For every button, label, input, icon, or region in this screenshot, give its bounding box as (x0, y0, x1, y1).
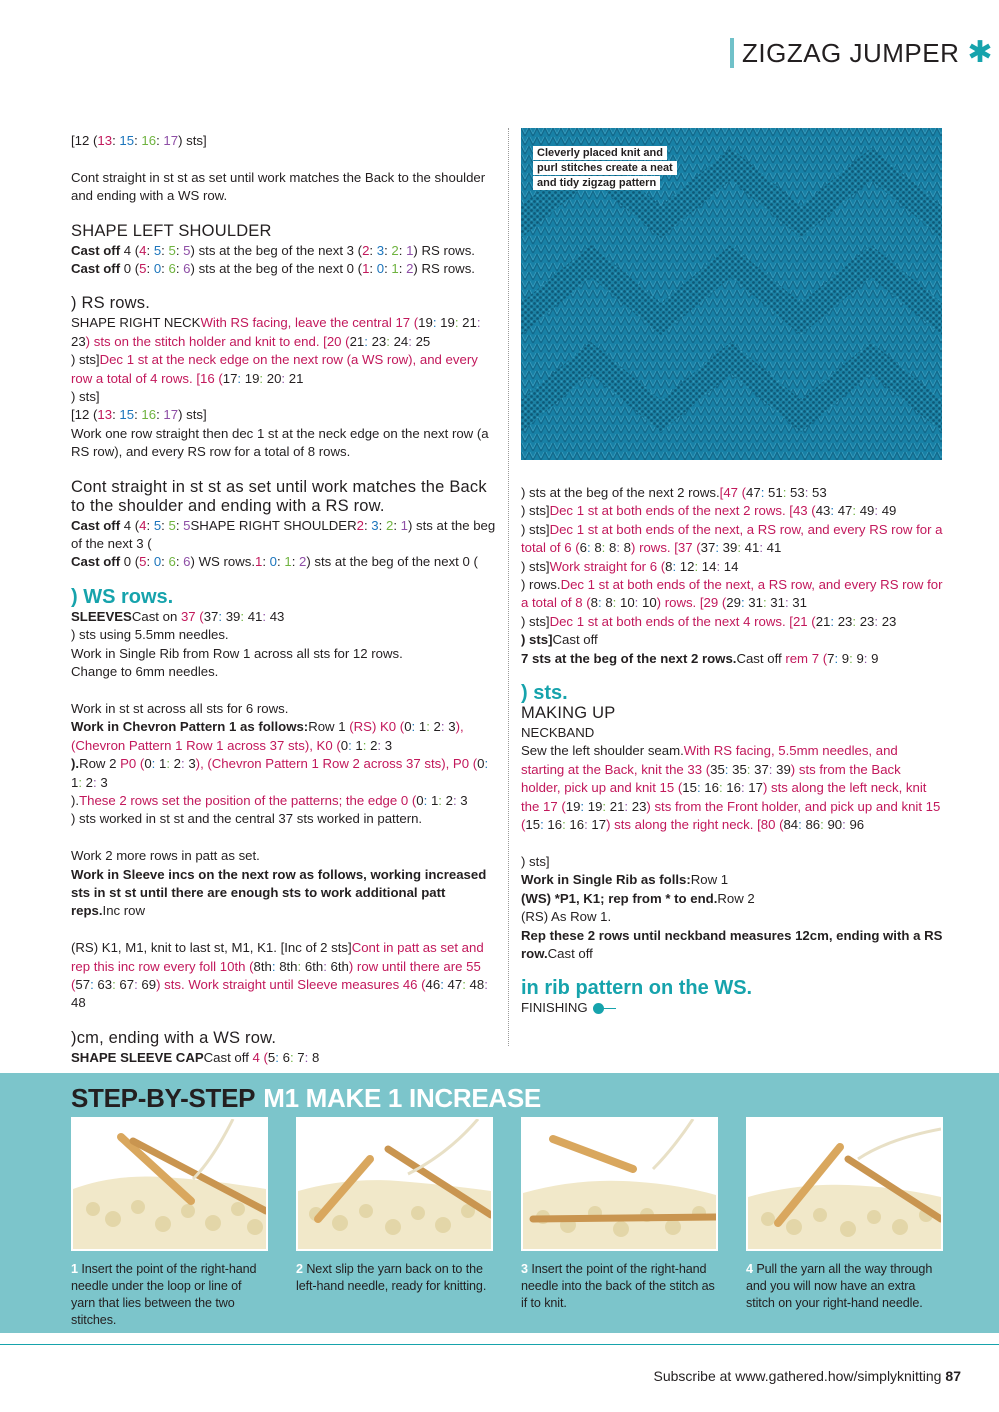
step-photo (71, 1117, 268, 1251)
footer (654, 1368, 962, 1384)
paragraph: ) sts worked in st st and the central 37 sts worked in pattern. (71, 811, 423, 827)
step-1 (71, 1117, 268, 1329)
heading-making-up: ) sts. (521, 682, 568, 705)
step-text: 2 Next slip the yarn back on to the left-hand needle, ready for knitting. (296, 1262, 487, 1293)
page-number: 87 (945, 1368, 961, 1384)
paragraph: ) sts] (71, 389, 100, 405)
paragraph: ) sts]Work straight for 6 (8: 12: 14: 14 (521, 558, 739, 574)
step-by-step-panel (0, 1073, 999, 1333)
paragraph: (RS) K1, M1, knit to last st, M1, K1. [Inc of 2 sts]Cont in patt as set and rep this inc row every foll 10th (8th: 8th: 6th: 6th) row until there are 55 (57: 63: 67: 69) sts. Work straight until Sleeve measures 46 (46: 47: 48: 48 (71, 940, 488, 1011)
paragraph: [12 (13: 15: 16: 17) sts] (71, 407, 207, 423)
heading-neckband: MAKING UP (521, 704, 616, 723)
section-title: ZIGZAG JUMPER (742, 37, 960, 68)
paragraph: Work one row straight then dec 1 st at the neck edge on the next row (a RS row), and every RS row for a total of 8 rows. (71, 425, 489, 460)
step-photo (296, 1117, 493, 1251)
paragraph: ) sts at the beg of the next 2 rows.[47 (47: 51: 53: 53 (521, 485, 827, 500)
paragraph: Work in Sleeve incs on the next row as follows, working increased sts in st st until there are enough sts to work additional patt reps.Inc row (71, 866, 487, 919)
paragraph: ) sts]Dec 1 st at the neck edge on the next row (a WS row), and every row a total of 4 rows. [16 (17: 19: 20: 21 (71, 352, 478, 386)
column-divider (508, 128, 509, 1046)
section-header (730, 38, 999, 68)
heading-shape-right-shoulder: Cont straight in st st as set until work matches the Back to the shoulder and ending with a RS row. (71, 477, 487, 515)
end-rule (604, 1008, 616, 1009)
paragraph: Change to 6mm needles. (71, 664, 219, 680)
paragraph: [12 (13: 15: 16: 17) sts] (71, 133, 207, 148)
paragraph: ).These 2 rows set the position of the patterns; the edge 0 (0: 1: 2: 3 (71, 792, 468, 808)
paragraph: Cast off 4 (4: 5: 5: 5) sts at the beg of the next 3 (2: 3: 2: 1) RS rows. (71, 242, 475, 258)
paragraph: 7 sts at the beg of the next 2 rows.Cast off rem 7 (7: 9: 9: 9 (521, 650, 879, 666)
step-photo (521, 1117, 718, 1251)
paragraph: SLEEVESCast on 37 (37: 39: 41: 43 (71, 608, 285, 624)
step-2 (296, 1117, 493, 1295)
step-photo (746, 1117, 943, 1251)
paragraph: (RS) As Row 1. (521, 909, 612, 925)
heading-shape-right-neck: ) RS rows. (71, 294, 151, 313)
paragraph: ) rows.Dec 1 st at both ends of the next, a RS row, and every RS row for a total of 8 (8: 8: 10: 10) rows. [29 (29: 31: 31: 31 (521, 577, 943, 611)
paragraph: ) sts using 5.5mm needles. (71, 627, 229, 643)
heading-finishing: in rib pattern on the WS. (521, 977, 753, 1000)
step-4 (746, 1117, 943, 1312)
paragraph: Work 2 more rows in patt as set. (71, 848, 260, 864)
paragraph: ).Row 2 P0 (0: 1: 2: 3), (Chevron Pattern 1 Row 2 across 37 sts), P0 (0: 1: 2: 3 (71, 756, 489, 790)
step-text: 1 Insert the point of the right-hand needle under the loop or line of yarn that lies between the two stitches. (71, 1262, 257, 1327)
paragraph: SHAPE SLEEVE CAPCast off 4 (5: 6: 7: 8 (71, 1049, 320, 1065)
paragraph: Cast off 4 (4: 5: 5: 5SHAPE RIGHT SHOULDER2: 3: 2: 1) sts at the beg of the next 3 ( (71, 517, 496, 552)
star-icon: ✱ (967, 36, 993, 69)
footer-rule (0, 1344, 999, 1345)
paragraph: Cast off 0 (5: 0: 6: 6) sts at the beg of the next 0 (1: 0: 1: 2) RS rows. (71, 261, 475, 277)
photo-caption: Cleverly placed knit and purl stitches create a neat and tidy zigzag pattern (533, 146, 677, 191)
step-text: 4 Pull the yarn all the way through and you will now have an extra stitch on your right-hand needle. (746, 1262, 933, 1310)
yarn-ball-icon (593, 1003, 604, 1014)
subscribe-link[interactable]: Subscribe at www.gathered.how/simplyknitting (653, 1368, 942, 1384)
paragraph: FINISHING (521, 999, 943, 1017)
paragraph: ) sts]Dec 1 st at both ends of the next 4 rows. [21 (21: 23: 23: 23 (521, 613, 897, 629)
paragraph: Work in Single Rib from Row 1 across all sts for 12 rows. (71, 645, 403, 661)
paragraph: Cont straight in st st as set until work matches the Back to the shoulder and ending with a WS row. (71, 169, 486, 204)
paragraph: SHAPE RIGHT NECKWith RS facing, leave the central 17 (19: 19: 21: 23) sts on the stitch holder and knit to end. [20 (21: 23: 24: 25 (71, 315, 481, 349)
paragraph: Work in Single Rib as folls:Row 1 (521, 872, 729, 888)
paragraph: NECKBAND (521, 725, 595, 741)
step-by-step-title: STEP-BY-STEP M1 MAKE 1 INCREASE (71, 1083, 541, 1113)
paragraph: (WS) *P1, K1; rep from * to end.Row 2 (521, 890, 755, 906)
heading-shape-left-shoulder: SHAPE LEFT SHOULDER (71, 221, 272, 240)
step-text: 3 Insert the point of the right-hand needle into the back of the stitch as if to knit. (521, 1262, 715, 1310)
paragraph: Work in Chevron Pattern 1 as follows:Row 1 (RS) K0 (0: 1: 2: 3), (Chevron Pattern 1 Row 1 across 37 sts), K0 (0: 1: 2: 3 (71, 719, 464, 753)
left-column (71, 132, 496, 1067)
heading-sleeves: ) WS rows. (71, 585, 174, 608)
right-column (521, 484, 943, 1018)
paragraph: ) sts]Dec 1 st at both ends of the next, a RS row, and every RS row for a total of 6 (6: 8: 8: 8) rows. [37 (37: 39: 41: 41 (521, 521, 943, 556)
step-3 (521, 1117, 718, 1312)
paragraph: Work in st st across all sts for 6 rows. (71, 700, 289, 716)
paragraph: Cast off 0 (5: 0: 6: 6) WS rows.1: 0: 1: 2) sts at the beg of the next 0 ( (71, 554, 478, 570)
paragraph: Rep these 2 rows until neckband measures 12cm, ending with a RS row.Cast off (521, 927, 943, 961)
heading-shape-sleeve-cap: )cm, ending with a WS row. (71, 1028, 277, 1047)
paragraph: ) sts]Dec 1 st at both ends of the next 2 rows. [43 (43: 47: 49: 49 (521, 503, 897, 519)
paragraph: Sew the left shoulder seam.With RS facing, 5.5mm needles, and starting at the Back, knit the 33 (35: 35: 37: 39) sts from the Back holder, pick up and knit 15 (15: 16: 16: 17) sts along the left neck, knit the 17 (19: 19: 21: 23) sts from the Front holder, and pick up and knit 15 (15: 16: 16: 17) sts along the right neck. [80 (84: 86: 90: 96 (521, 743, 941, 833)
paragraph: ) sts] (521, 853, 550, 869)
paragraph: ) sts]Cast off (521, 632, 598, 648)
